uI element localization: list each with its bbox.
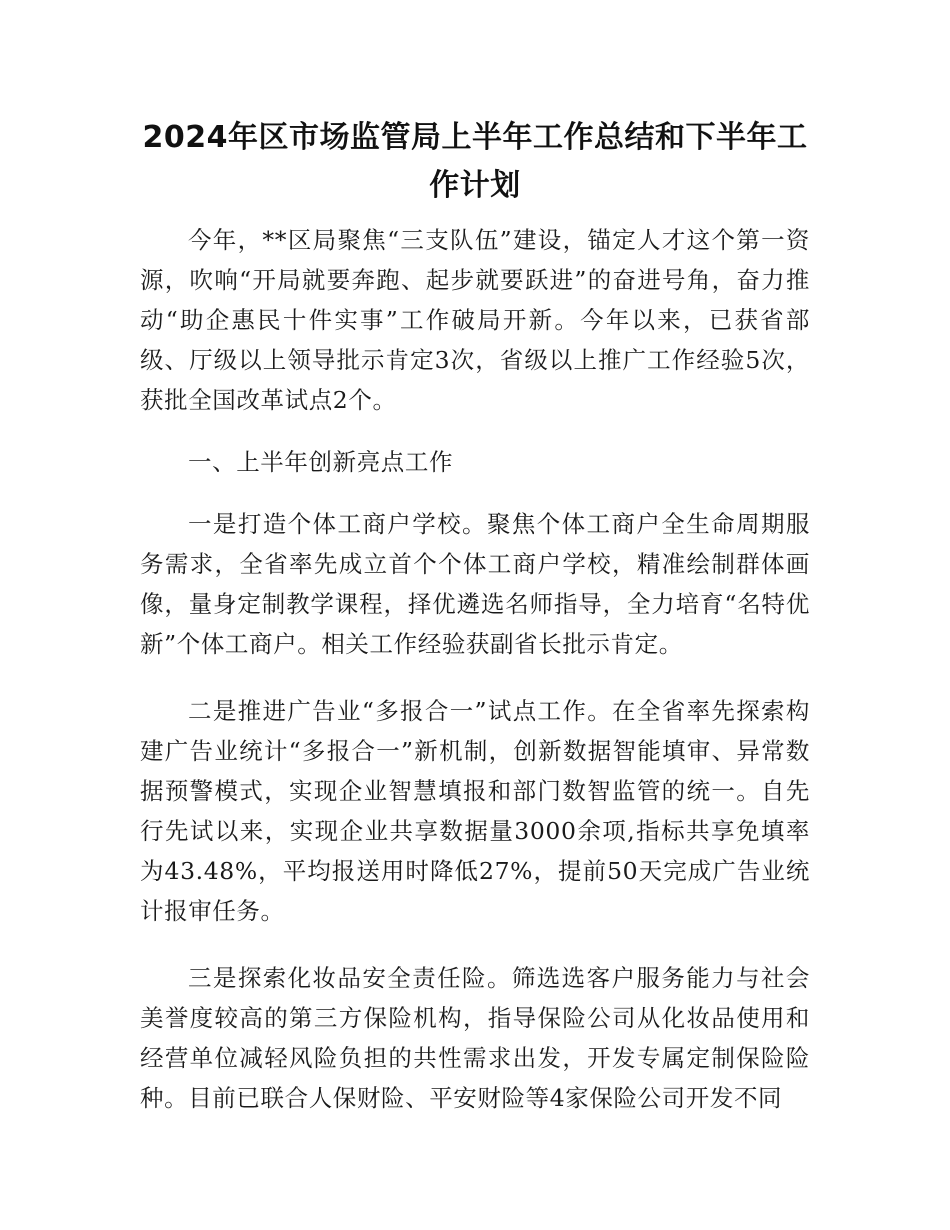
document-title: 2024年区市场监管局上半年工作总结和下半年工作计划: [142, 120, 808, 203]
paragraph-1: 一是打造个体工商户学校。聚焦个体工商户全生命周期服务需求，全省率先成立首个个体工商户学校，精准绘制群体画像，量身定制教学课程，择优遴选名师指导，全力培育“名特优新”个体工商户。相关工作经验获副省长批示肯定。: [140, 510, 810, 658]
section-heading: 一、上半年创新亮点工作: [188, 448, 454, 476]
document-content: [140, 114, 810, 1118]
intro-paragraph: 今年，**区局聚焦“三支队伍”建设，锚定人才这个第一资源，吹响“开局就要奔跑、起步就要跃进”的奋进号角，奋力推动“助企惠民十件实事”工作破局开新。今年以来，已获省部级、厅级以上领导批示肯定3次，省级以上推广工作经验5次，获批全国改革试点2个。: [140, 226, 810, 414]
paragraph-3: 三是探索化妆品安全责任险。筛选选客户服务能力与社会美誉度较高的第三方保险机构，指导保险公司从化妆品使用和经营单位减轻风险负担的共性需求出发，开发专属定制保险险种。目前已联合人保财险、平安财险等4家保险公司开发不同: [140, 964, 810, 1112]
paragraph-2: 二是推进广告业“多报合一”试点工作。在全省率先探索构建广告业统计“多报合一”新机制，创新数据智能填审、异常数据预警模式，实现企业智慧填报和部门数智监管的统一。自先行先试以来，实现企业共享数据量3000余项,指标共享免填率为43.48%，平均报送用时降低27%，提前50天完成广告业统计报审任务。: [140, 697, 810, 925]
